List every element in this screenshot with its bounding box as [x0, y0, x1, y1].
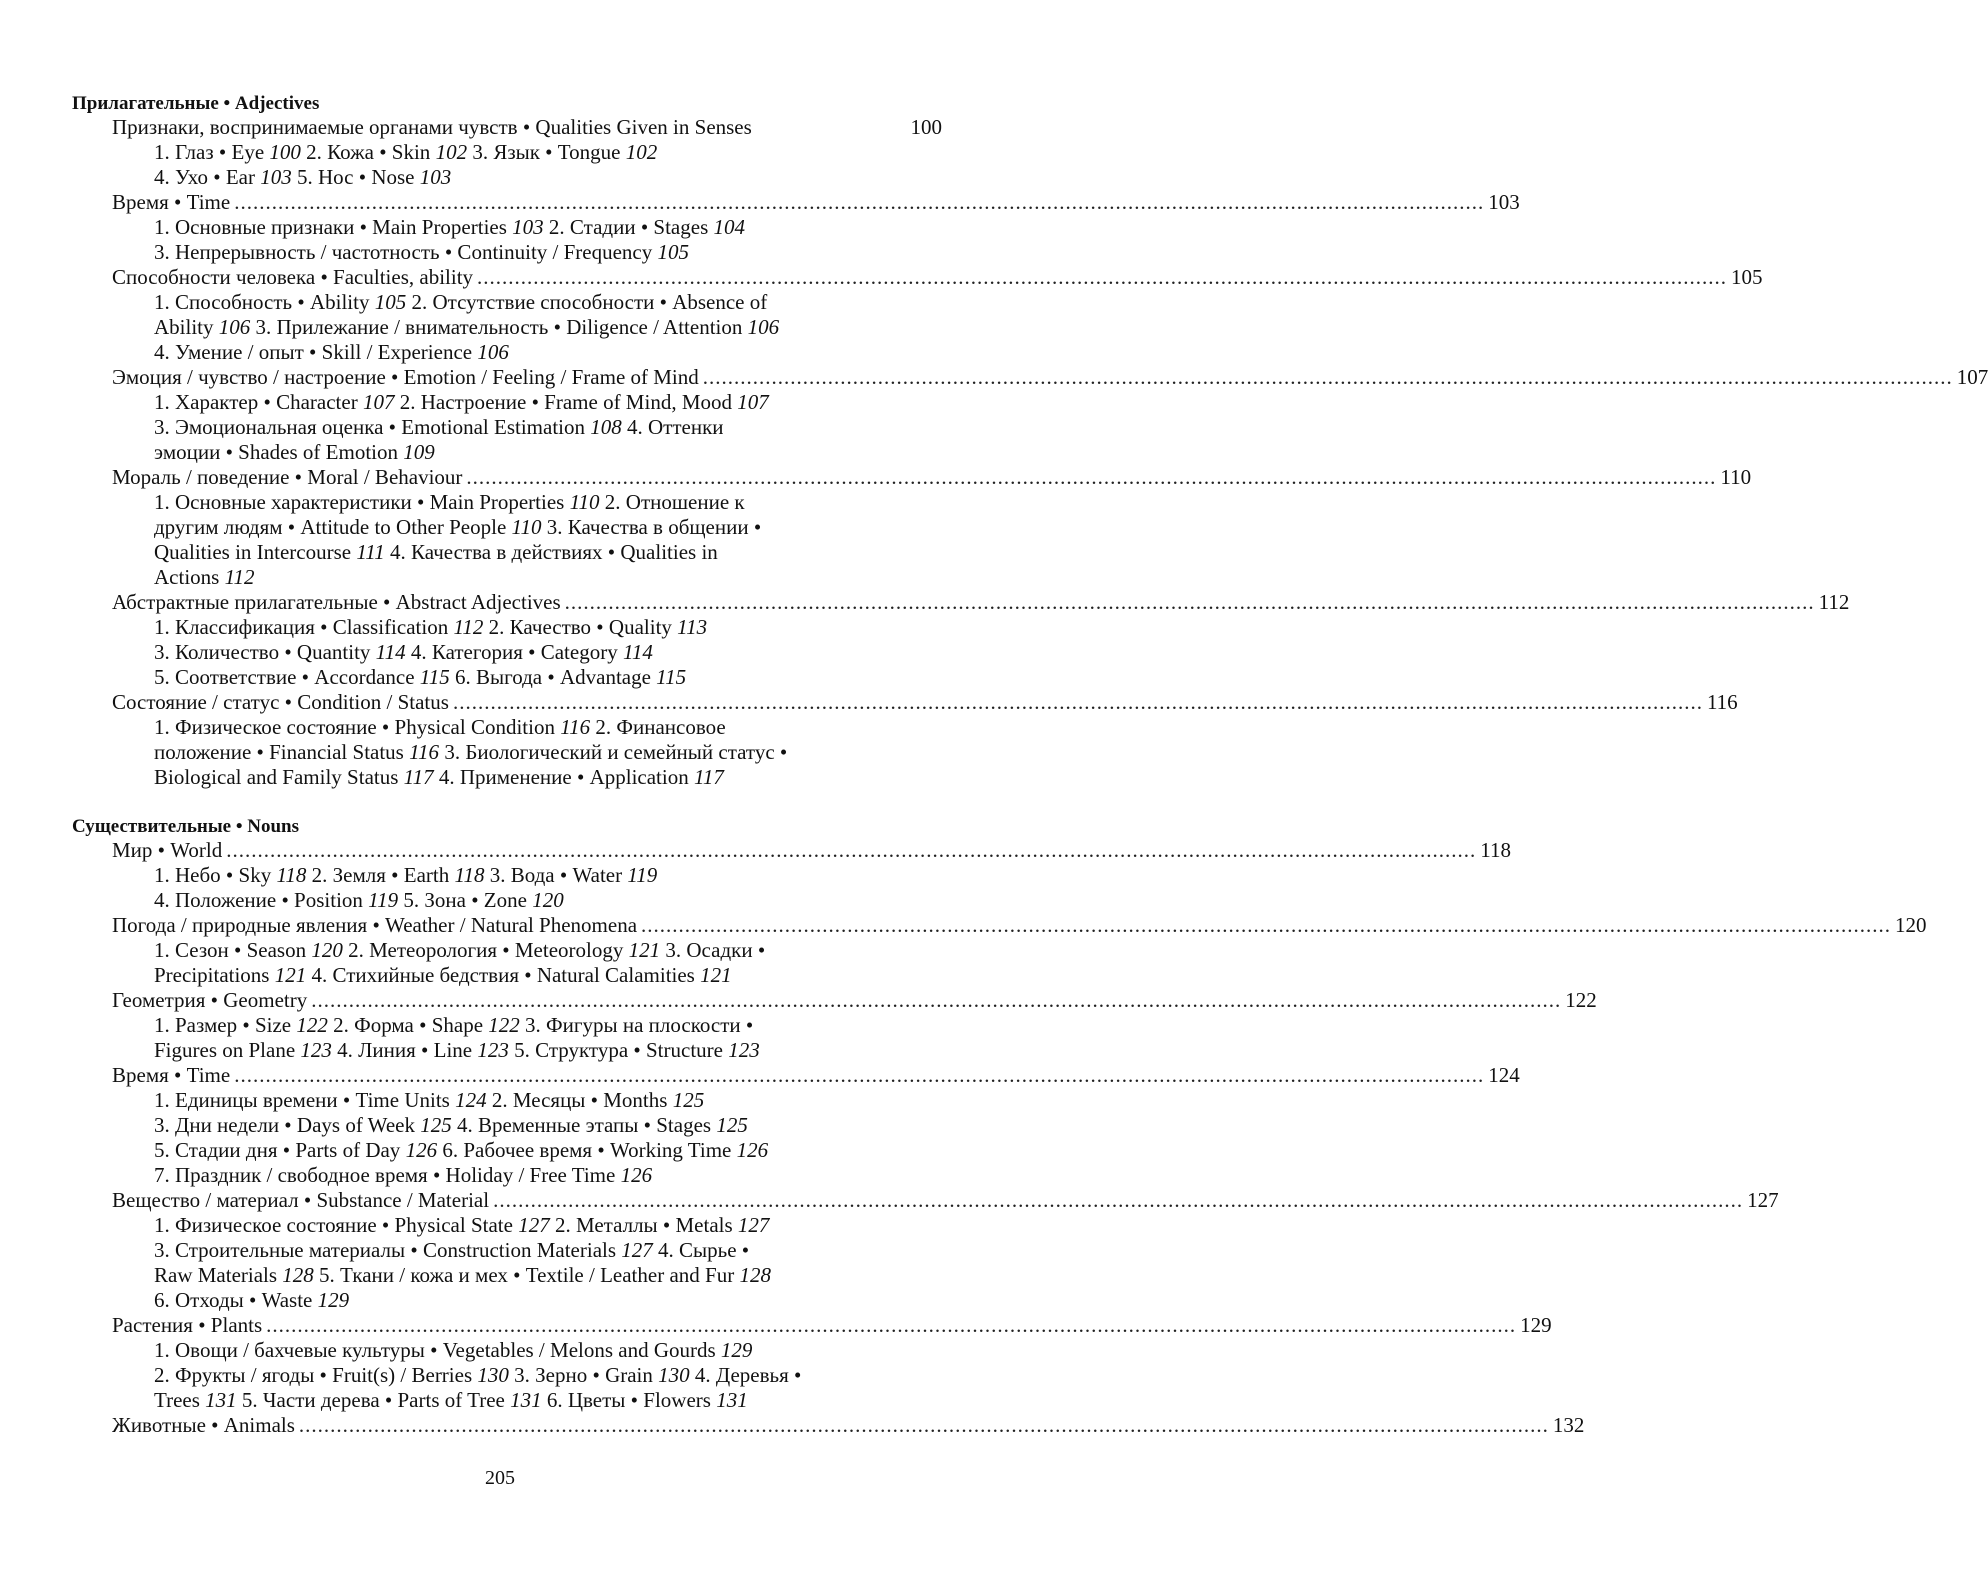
- subtopic-line: [154, 1213, 942, 1238]
- toc-entry: [112, 365, 1988, 390]
- toc-entry-title: Эмоция / чувство / настроение • Emotion / Feeling / Frame of Mind: [112, 365, 699, 389]
- subtopic-page-ref: 131: [510, 1388, 542, 1412]
- subtopic-text: 4. Линия • Line: [331, 1038, 478, 1062]
- dot-leader: ........................................................................................................................................................................................................: [466, 465, 1717, 489]
- subtopic-text: Biological and Family Status: [154, 765, 404, 789]
- subtopic-line: [154, 515, 942, 540]
- subtopic-line: [154, 640, 942, 665]
- subtopic-page-ref: 105: [657, 240, 689, 264]
- subtopic-text: Qualities in Intercourse: [154, 540, 357, 564]
- subtopic-text: 5. Структура • Structure: [508, 1038, 729, 1062]
- subtopic-page-ref: 123: [728, 1038, 760, 1062]
- toc-entry-title: Погода / природные явления • Weather / Natural Phenomena: [112, 913, 638, 937]
- subtopic-page-ref: 126: [405, 1138, 438, 1162]
- dot-leader: ........................................................................................................................................................................................................: [266, 1313, 1517, 1337]
- toc-entry-page: 112: [1818, 590, 1850, 614]
- subtopic-text: 6. Выгода • Advantage: [449, 665, 657, 689]
- subtopic-text: 3. Непрерывность / частотность • Continuity / Frequency: [154, 240, 658, 264]
- section-nouns: [72, 816, 1927, 1438]
- subtopic-line: [154, 1263, 942, 1288]
- subtopic-text: 5. Ткани / кожа и мех • Textile / Leather and Fur: [313, 1263, 740, 1287]
- subtopic-page-ref: 128: [739, 1263, 771, 1287]
- toc-entry-title: Геометрия • Geometry: [112, 988, 308, 1012]
- subtopic-text: 3. Дни недели • Days of Week: [154, 1113, 421, 1137]
- subtopic-text: 1. Единицы времени • Time Units: [154, 1088, 456, 1112]
- subtopic-line: [154, 1113, 942, 1138]
- subtopic-text: 6. Цветы • Flowers: [541, 1388, 717, 1412]
- subtopic-text: Trees: [154, 1388, 206, 1412]
- section-adjectives: [72, 93, 1988, 790]
- subtopic-page-ref: 111: [356, 540, 385, 564]
- subtopic-page-ref: 121: [700, 963, 732, 987]
- subtopic-text: Precipitations: [154, 963, 275, 987]
- subtopic-line: [154, 1038, 942, 1063]
- subtopic-page-ref: 128: [282, 1263, 314, 1287]
- subtopic-page-ref: 119: [368, 888, 399, 912]
- subtopic-text: 6. Отходы • Waste: [154, 1288, 318, 1312]
- section-title: Прилагательные • Adjectives: [72, 93, 320, 114]
- subtopic-page-ref: 103: [419, 165, 452, 189]
- toc-entry-page: 116: [1706, 690, 1738, 714]
- subtopic-text: 3. Качества в общении •: [541, 515, 762, 539]
- subtopic-page-ref: 114: [622, 640, 653, 664]
- subtopic-line: [154, 1388, 942, 1413]
- subtopic-line: [154, 340, 942, 365]
- subtopic-page-ref: 106: [747, 315, 780, 339]
- subtopic-text: 2. Фрукты / ягоды • Fruit(s) / Berries: [154, 1363, 478, 1387]
- subtopic-page-ref: 130: [658, 1363, 690, 1387]
- subtopic-page-ref: 119: [627, 863, 658, 887]
- subtopic-line: [154, 215, 942, 240]
- subtopic-line: [154, 765, 942, 790]
- dot-leader: ........................................................................................................................................................................................................: [702, 365, 1953, 389]
- subtopic-text: 4. Положение • Position: [154, 888, 369, 912]
- toc-entry: [112, 115, 942, 140]
- subtopic-page-ref: 118: [276, 863, 307, 887]
- subtopic-line: [154, 415, 942, 440]
- subtopic-line: [154, 740, 942, 765]
- subtopic-page-ref: 120: [311, 938, 343, 962]
- subtopic-text: 1. Классификация • Classification: [154, 615, 454, 639]
- subtopic-text: 2. Отношение к: [599, 490, 745, 514]
- subtopic-text: 2. Финансовое: [590, 715, 726, 739]
- subtopic-page-ref: 131: [205, 1388, 237, 1412]
- subtopic-text: 1. Основные характеристики • Main Properties: [154, 490, 570, 514]
- dot-leader: ........................................................................................................................................................................................................: [234, 190, 1485, 214]
- subtopic-text: 3. Зерно • Grain: [508, 1363, 659, 1387]
- subtopic-page-ref: 121: [628, 938, 661, 962]
- toc-entry: [112, 1188, 1779, 1213]
- subtopic-page-ref: 109: [403, 440, 435, 464]
- subtopic-page-ref: 127: [621, 1238, 653, 1262]
- subtopic-text: 3. Вода • Water: [484, 863, 628, 887]
- subtopic-page-ref: 113: [677, 615, 708, 639]
- dot-leader: ........................................................................................................................................................................................................: [298, 1413, 1549, 1437]
- subtopic-text: 3. Прилежание / внимательность • Diligence / Attention: [250, 315, 748, 339]
- subtopic-text: 3. Фигуры на плоскости •: [519, 1013, 754, 1037]
- subtopic-page-ref: 110: [511, 515, 542, 539]
- subtopic-text: 4. Категория • Category: [405, 640, 623, 664]
- subtopic-text: 3. Эмоциональная оценка • Emotional Estimation: [154, 415, 591, 439]
- toc-entry-page: 120: [1895, 913, 1927, 937]
- toc-entry: [112, 590, 1850, 615]
- subtopic-page-ref: 129: [720, 1338, 753, 1362]
- subtopic-text: 2. Металлы • Metals: [549, 1213, 738, 1237]
- toc-entry-page: 132: [1552, 1413, 1585, 1437]
- subtopic-page-ref: 122: [296, 1013, 328, 1037]
- subtopic-page-ref: 117: [403, 765, 434, 789]
- toc-entry-page: 100: [910, 115, 942, 139]
- subtopic-text: 1. Характер • Character: [154, 390, 363, 414]
- subtopic-text: 1. Физическое состояние • Physical State: [154, 1213, 519, 1237]
- subtopic-text: 4. Ухо • Ear: [154, 165, 261, 189]
- subtopic-text: 1. Глаз • Eye: [154, 140, 270, 164]
- subtopic-page-ref: 102: [625, 140, 658, 164]
- subtopic-line: [154, 888, 942, 913]
- subtopic-line: [154, 140, 942, 165]
- subtopic-text: 2. Качество • Quality: [483, 615, 678, 639]
- toc-entry-page: 110: [1720, 465, 1752, 489]
- subtopic-page-ref: 126: [620, 1163, 653, 1187]
- subtopic-page-ref: 115: [656, 665, 687, 689]
- subtopic-text: 4. Качества в действиях • Qualities in: [384, 540, 718, 564]
- subtopic-text: 4. Стихийные бедствия • Natural Calamities: [306, 963, 701, 987]
- subtopic-page-ref: 114: [375, 640, 406, 664]
- subtopic-page-ref: 130: [477, 1363, 509, 1387]
- subtopic-page-ref: 121: [274, 963, 307, 987]
- dot-leader: ........................................................................................................................................................................................................: [234, 1063, 1485, 1087]
- dot-leader: ........................................................................................................................................................................................................: [452, 690, 1703, 714]
- toc-entry-title: Время • Time: [112, 190, 231, 214]
- subtopic-page-ref: 107: [737, 390, 769, 414]
- subtopic-text: 2. Кожа • Skin: [300, 140, 436, 164]
- dot-leader: ........................................................................................................................................................................................................: [564, 590, 1815, 614]
- subtopic-text: 5. Стадии дня • Parts of Day: [154, 1138, 406, 1162]
- subtopic-line: [154, 440, 942, 465]
- subtopic-line: [154, 490, 942, 515]
- toc-entry-title: Признаки, воспринимаемые органами чувств • Qualities Given in Senses: [112, 115, 752, 139]
- toc-entry-title: Растения • Plants: [112, 1313, 263, 1337]
- subtopic-line: [154, 1238, 942, 1263]
- subtopic-text: 2. Настроение • Frame of Mind, Mood: [394, 390, 738, 414]
- subtopic-line: [154, 1138, 942, 1163]
- toc-entry-page: 107: [1956, 365, 1988, 389]
- toc-entry: [112, 465, 1752, 490]
- toc-entry-page: 124: [1488, 1063, 1520, 1087]
- dot-leader: [756, 115, 907, 140]
- subtopic-text: 5. Нос • Nose: [291, 165, 420, 189]
- subtopic-page-ref: 118: [454, 863, 485, 887]
- subtopic-text: 3. Строительные материалы • Construction Materials: [154, 1238, 622, 1262]
- subtopic-line: [154, 1338, 942, 1363]
- subtopic-page-ref: 120: [532, 888, 564, 912]
- subtopic-text: 1. Основные признаки • Main Properties: [154, 215, 513, 239]
- toc-entry: [112, 1413, 1585, 1438]
- subtopic-page-ref: 123: [477, 1038, 509, 1062]
- toc-entry: [112, 1063, 1520, 1088]
- toc-entry: [112, 988, 1597, 1013]
- dot-leader: ........................................................................................................................................................................................................: [493, 1188, 1744, 1212]
- subtopic-page-ref: 103: [260, 165, 292, 189]
- subtopic-text: Ability: [154, 315, 219, 339]
- subtopic-line: [154, 863, 942, 888]
- section-title: Существительные • Nouns: [72, 816, 300, 837]
- subtopic-line: [154, 315, 942, 340]
- subtopic-line: [154, 938, 942, 963]
- subtopic-line: [154, 290, 942, 315]
- subtopic-line: [154, 1163, 942, 1188]
- subtopic-line: [154, 615, 942, 640]
- toc-entry: [112, 838, 1511, 863]
- toc-entry-title: Мир • World: [112, 838, 223, 862]
- toc-entry-title: Абстрактные прилагательные • Abstract Adjectives: [112, 590, 561, 614]
- toc-entry-page: 118: [1480, 838, 1511, 862]
- subtopic-text: 4. Применение • Application: [433, 765, 694, 789]
- subtopic-text: 3. Количество • Quantity: [154, 640, 376, 664]
- subtopic-text: другим людям • Attitude to Other People: [154, 515, 512, 539]
- subtopic-text: 1. Сезон • Season: [154, 938, 312, 962]
- toc-entry-title: Животные • Animals: [112, 1413, 295, 1437]
- subtopic-page-ref: 116: [560, 715, 591, 739]
- subtopic-page-ref: 100: [269, 140, 301, 164]
- subtopic-text: 2. Метеорология • Meteorology: [342, 938, 629, 962]
- subtopic-text: 7. Праздник / свободное время • Holiday / Free Time: [154, 1163, 621, 1187]
- subtopic-page-ref: 125: [716, 1113, 748, 1137]
- subtopic-page-ref: 112: [224, 565, 255, 589]
- subtopic-text: Figures on Plane: [154, 1038, 301, 1062]
- subtopic-line: [154, 1013, 942, 1038]
- subtopic-page-ref: 107: [362, 390, 395, 414]
- subtopic-page-ref: 127: [737, 1213, 770, 1237]
- subtopic-page-ref: 115: [419, 665, 450, 689]
- subtopic-text: 3. Осадки •: [660, 938, 766, 962]
- subtopic-text: 3. Язык • Tongue: [467, 140, 626, 164]
- subtopic-text: 4. Сырье •: [652, 1238, 750, 1262]
- subtopic-page-ref: 102: [435, 140, 468, 164]
- subtopic-page-ref: 123: [300, 1038, 332, 1062]
- subtopic-page-ref: 126: [736, 1138, 769, 1162]
- subtopic-page-ref: 117: [693, 765, 724, 789]
- toc-entry-page: 127: [1747, 1188, 1779, 1212]
- toc-entry-title: Мораль / поведение • Moral / Behaviour: [112, 465, 463, 489]
- subtopic-line: [154, 665, 942, 690]
- subtopic-text: 5. Зона • Zone: [398, 888, 533, 912]
- subtopic-text: 2. Стадии • Stages: [543, 215, 714, 239]
- subtopic-line: [154, 390, 942, 415]
- subtopic-page-ref: 104: [713, 215, 745, 239]
- subtopic-text: 1. Способность • Ability: [154, 290, 375, 314]
- subtopic-text: 1. Овощи / бахчевые культуры • Vegetables / Melons and Gourds: [154, 1338, 721, 1362]
- subtopic-page-ref: 106: [477, 340, 509, 364]
- subtopic-page-ref: 131: [716, 1388, 748, 1412]
- subtopic-line: [154, 1363, 942, 1388]
- subtopic-page-ref: 103: [512, 215, 544, 239]
- subtopic-text: положение • Financial Status: [154, 740, 410, 764]
- dot-leader: ........................................................................................................................................................................................................: [641, 913, 1892, 937]
- subtopic-text: Raw Materials: [154, 1263, 283, 1287]
- toc-entry-page: 122: [1565, 988, 1597, 1012]
- subtopic-text: 1. Размер • Size: [154, 1013, 297, 1037]
- toc-entry-title: Время • Time: [112, 1063, 231, 1087]
- subtopic-text: 3. Биологический и семейный статус •: [439, 740, 788, 764]
- page-number: 205: [485, 1467, 515, 1489]
- subtopic-text: эмоции • Shades of Emotion: [154, 440, 404, 464]
- subtopic-text: 5. Соответствие • Accordance: [154, 665, 420, 689]
- toc-entry-page: 105: [1731, 265, 1763, 289]
- subtopic-text: 6. Рабочее время • Working Time: [437, 1138, 737, 1162]
- subtopic-text: 5. Части дерева • Parts of Tree: [236, 1388, 511, 1412]
- subtopic-page-ref: 108: [590, 415, 622, 439]
- subtopic-line: [154, 715, 942, 740]
- toc-entry-page: 129: [1520, 1313, 1552, 1337]
- subtopic-text: 1. Физическое состояние • Physical Condition: [154, 715, 561, 739]
- subtopic-page-ref: 112: [453, 615, 484, 639]
- subtopic-text: 4. Деревья •: [689, 1363, 802, 1387]
- subtopic-page-ref: 106: [218, 315, 251, 339]
- toc-entry: [112, 190, 1520, 215]
- subtopic-text: 4. Временные этапы • Stages: [451, 1113, 717, 1137]
- subtopic-text: 4. Умение / опыт • Skill / Experience: [154, 340, 478, 364]
- subtopic-line: [154, 1088, 942, 1113]
- toc-entry: [112, 913, 1927, 938]
- toc-entry: [112, 265, 1763, 290]
- subtopic-page-ref: 129: [317, 1288, 350, 1312]
- toc-entry-title: Состояние / статус • Condition / Status: [112, 690, 449, 714]
- subtopic-page-ref: 127: [518, 1213, 550, 1237]
- subtopic-line: [154, 540, 942, 565]
- dot-leader: ........................................................................................................................................................................................................: [477, 265, 1728, 289]
- subtopic-text: 2. Земля • Earth: [306, 863, 455, 887]
- subtopic-page-ref: 116: [409, 740, 440, 764]
- subtopic-line: [154, 165, 942, 190]
- subtopic-text: 2. Отсутствие способности • Absence of: [406, 290, 768, 314]
- subtopic-text: Actions: [154, 565, 225, 589]
- toc-entry: [112, 1313, 1552, 1338]
- subtopic-line: [154, 240, 942, 265]
- subtopic-text: 4. Оттенки: [621, 415, 724, 439]
- toc-entry: [112, 690, 1738, 715]
- dot-leader: ........................................................................................................................................................................................................: [311, 988, 1562, 1012]
- subtopic-line: [154, 1288, 942, 1313]
- subtopic-text: 1. Небо • Sky: [154, 863, 277, 887]
- subtopic-line: [154, 565, 942, 590]
- subtopic-page-ref: 105: [374, 290, 407, 314]
- subtopic-page-ref: 110: [569, 490, 600, 514]
- subtopic-page-ref: 125: [420, 1113, 452, 1137]
- dot-leader: ........................................................................................................................................................................................................: [226, 838, 1477, 862]
- subtopic-page-ref: 124: [455, 1088, 487, 1112]
- toc-entry-page: 103: [1488, 190, 1520, 214]
- subtopic-text: 2. Месяцы • Months: [486, 1088, 673, 1112]
- subtopic-line: [154, 963, 942, 988]
- toc-entry-title: Вещество / материал • Substance / Material: [112, 1188, 490, 1212]
- subtopic-text: 2. Форма • Shape: [327, 1013, 489, 1037]
- subtopic-page-ref: 122: [488, 1013, 520, 1037]
- subtopic-page-ref: 125: [672, 1088, 705, 1112]
- toc-entry-title: Способности человека • Faculties, ability: [112, 265, 474, 289]
